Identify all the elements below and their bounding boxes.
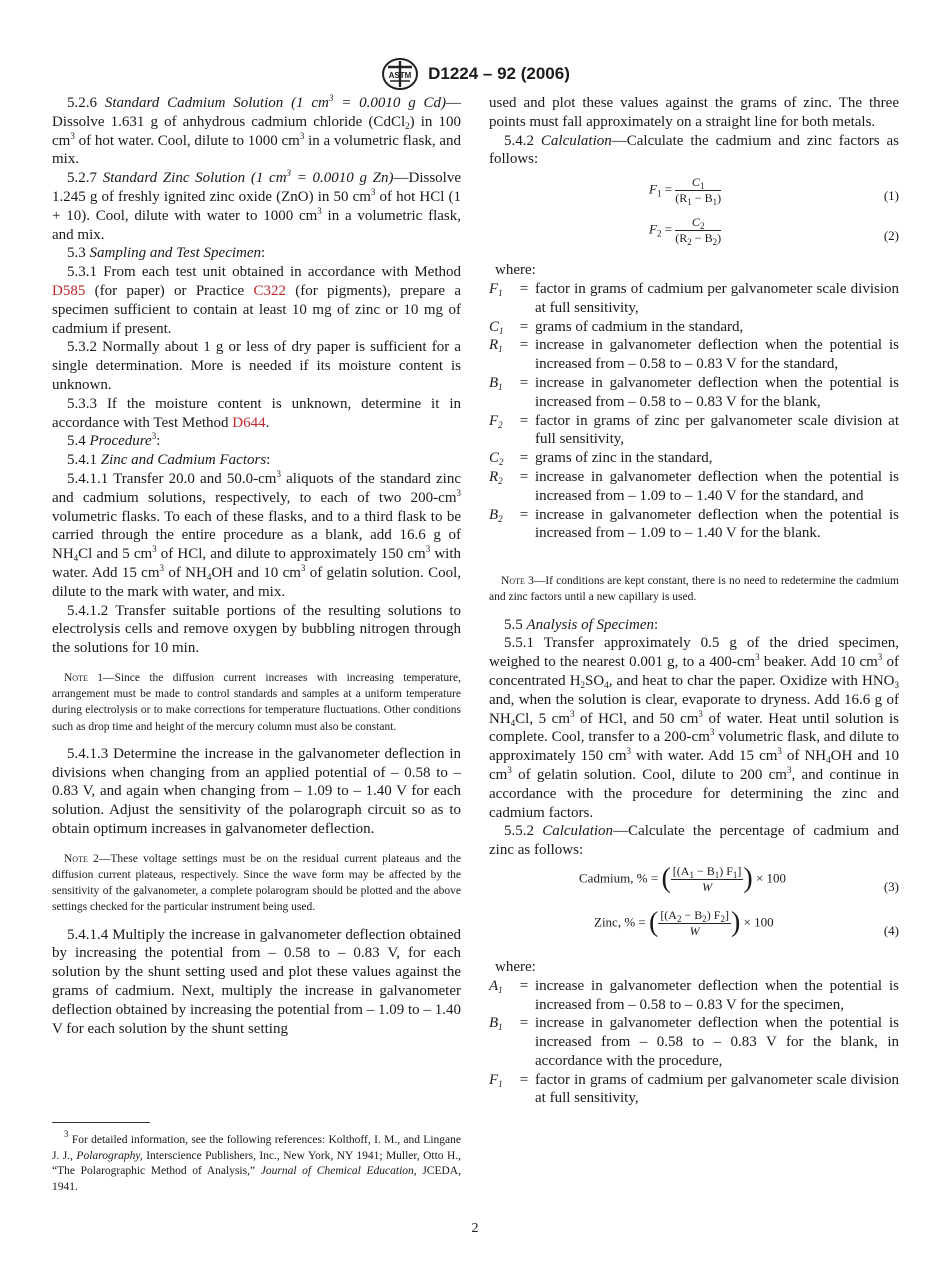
definition-text: factor in grams of zinc per galvanometer scale division at full sensitivity,	[535, 412, 899, 448]
equation-2: $F_2$ = $\frac{C_2}{(R_2 - B_2)}$ (2)	[649, 215, 899, 248]
note-1: Note 1—Since the diffusion current increases with increasing temperature, arrangement must be made to control standards and samples at a uniform temperature during electrolysis or to make corrections for temperature fluctuations. Other conditions such as drop time and height of the mercury column must also be constant.	[52, 671, 461, 733]
left-column	[52, 94, 461, 1038]
definition-equals: =	[519, 412, 529, 429]
definition-row	[489, 506, 899, 544]
definition-equals: =	[519, 977, 529, 994]
astm-logo	[380, 57, 420, 91]
definition-equals: =	[519, 1071, 529, 1088]
definition-symbol: $F_1$	[489, 280, 503, 298]
definition-symbol: $R_2$	[489, 468, 503, 486]
definition-symbol: $B_1$	[489, 374, 503, 392]
definition-equals: =	[519, 506, 529, 523]
section-5-3-3: 5.3.3 If the moisture content is unknown, determine it in accordance with Test Method D644.	[52, 395, 461, 431]
svg-text:ASTM: ASTM	[388, 71, 412, 80]
section-5-2-7: 5.2.7 Standard Zinc Solution (1 $cm^3 = 0.0010$ g Zn)—Dissolve 1.245 g of freshly ignited zinc oxide (ZnO) in 50 $cm^3$ of hot HCl (1 + 10). Cool, dilute with water to 1000 $cm^3$ in a volumetric flask, and mix.	[52, 168, 461, 243]
definition-symbol: $F_2$	[489, 412, 503, 430]
definition-row	[489, 468, 899, 506]
equation-1: $F_1$ = $\frac{C_1}{(R_1 - B_1)}$ (1)	[649, 175, 899, 208]
definition-equals: =	[519, 337, 529, 354]
equation-4: Zinc, % = ( $\frac{[(A_2 - B_2) F_2]}{W}$ ) × 100 (4)	[594, 907, 899, 938]
section-5-3-2: 5.3.2 Normally about 1 g or less of dry paper is sufficient for a single determination. More is needed if its moisture content is unknown.	[52, 339, 461, 393]
ref-c322-link[interactable]: C322	[253, 282, 286, 299]
definition-text: factor in grams of cadmium per galvanometer scale division at full sensitivity,	[535, 1071, 899, 1107]
definition-text: grams of zinc in the standard,	[535, 450, 713, 467]
note-3: Note 3—If conditions are kept constant, there is no need to redetermine the cadmium and zinc factors until a new capillary is used.	[489, 575, 899, 604]
where-label-1: where:	[495, 262, 536, 279]
section-5-4-1-2: 5.4.1.2 Transfer suitable portions of the resulting solutions to electrolysis cells and remove oxygen by bubbling nitrogen through the solutions for 10 min.	[52, 602, 461, 657]
definition-row	[489, 318, 899, 337]
definitions-list-1	[489, 280, 899, 543]
document-title: D1224 – 92 (2006)	[428, 64, 570, 83]
definition-row	[489, 336, 899, 374]
definition-equals: =	[519, 318, 529, 335]
definitions-list-2	[489, 977, 899, 1109]
section-5-3-1: 5.3.1 From each test unit obtained in accordance with Method D585 (for paper) or Practice C322 (for pigments), prepare a specimen sufficient to contain at least 10 mg of zinc or 10 mg of cadmium if present.	[52, 264, 461, 337]
ref-d585-link[interactable]: D585	[52, 282, 86, 299]
section-5-3: 5.3 Sampling and Test Specimen:	[67, 245, 266, 262]
definition-symbol: $C_2$	[489, 450, 504, 468]
definition-row	[489, 374, 899, 412]
definition-symbol: $R_1$	[489, 337, 503, 355]
definition-row	[489, 1071, 899, 1109]
definition-equals: =	[519, 468, 529, 485]
definition-text: increase in galvanometer deflection when the potential is increased from – 1.09 to – 1.40 V for the blank.	[535, 506, 899, 542]
page-number: 2	[471, 1221, 479, 1236]
definition-equals: =	[519, 1015, 529, 1032]
ref-d644-link[interactable]: D644	[232, 414, 266, 431]
definition-text: increase in galvanometer deflection when the potential is increased from – 1.09 to – 1.40 V for the standard, and	[535, 468, 899, 504]
definition-symbol: $A_1$	[489, 977, 503, 995]
note-2: Note 2—These voltage settings must be on the residual current plateaus and the diffusion current plateaus, respectively. Since the wave form may be affected by the sensitivity of the galvanometer, a complete polarogram should be plotted and the above settings checked for the particular instrument being used.	[52, 852, 461, 914]
definition-row	[489, 280, 899, 318]
section-5-2-6: 5.2.6 Standard Cadmium Solution (1 $cm^3 = 0.0010$ g Cd)—Dissolve 1.631 g of anhydrous cadmium chloride (CdCl$_2$) in 100 $cm^3$ of hot water. Cool, dilute to 1000 $cm^3$ in a volumetric flask, and mix.	[52, 93, 462, 168]
continued-paragraph: used and plot these values against the grams of zinc. The three points must fall approximately on a straight line for both metals.	[489, 95, 899, 130]
equation-3: Cadmium, % = ( $\frac{[(A_1 - B_1) F_1]}{W}$ ) × 100 (3)	[579, 863, 899, 894]
right-column	[489, 94, 899, 1108]
section-5-5: 5.5 Analysis of Specimen:	[504, 616, 659, 633]
footnote-3: $^3$ For detailed information, see the following references: Kolthoff, I. M., and Lingane J. J., Polarography, Interscience Publishers, Inc., New York, NY 1941; Muller, Otto H., “The Polarographic Method of Analysis,” Journal of Chemical Education, JCEDA, 1941.	[52, 1129, 461, 1193]
footnote-rule	[52, 1122, 150, 1123]
definition-text: increase in galvanometer deflection when the potential is increased from – 0.58 to – 0.83 V for the blank, in accordance with the procedure,	[535, 1015, 899, 1069]
section-5-5-2: 5.5.2 Calculation—Calculate the percentage of cadmium and zinc as follows:	[489, 823, 900, 859]
definition-equals: =	[519, 374, 529, 391]
definition-symbol: $C_1$	[489, 318, 504, 336]
definition-row	[489, 449, 899, 468]
definition-text: increase in galvanometer deflection when the potential is increased from – 0.58 to – 0.83 V for the blank,	[535, 374, 899, 410]
definition-equals: =	[519, 280, 529, 297]
definition-text: increase in galvanometer deflection when the potential is increased from – 0.58 to – 0.83 V for the standard,	[535, 337, 899, 373]
definition-symbol: $B_2$	[489, 506, 503, 524]
page-header	[0, 57, 950, 91]
section-5-4-1: 5.4.1 Zinc and Cadmium Factors:	[67, 452, 271, 469]
section-5-4-1-3: 5.4.1.3 Determine the increase in the galvanometer deflection in divisions when changing from an applied potential of – 0.58 to – 0.83 V, and again when changing from – 1.09 to – 1.40 V for each solution. Adjust the sensitivity of the polarograph circuit so as to obtain optimum increases in galvanometer deflection.	[52, 745, 461, 837]
where-label-2: where:	[495, 958, 536, 975]
definition-text: grams of cadmium in the standard,	[535, 318, 744, 335]
definition-row	[489, 1014, 899, 1070]
section-5-5-1: 5.5.1 Transfer approximately 0.5 g of the dried specimen, weighed to the nearest 0.001 g, to a $400-cm^3$ beaker. Add 10 $cm^3$ of concentrated $H_2SO_4$, and heat to char the paper. Oxidize with $HNO_3$ and, when the solution is clear, evaporate to dryness. Add 16.6 g of $NH_4Cl$, 5 $cm^3$ of HCl, and 50 $cm^3$ of water. Heat until solution is complete. Cool, transfer to a $200-cm^3$ volumetric flask, and dilute to approximately 150 $cm^3$ with water. Add 15 $cm^3$ of $NH_4OH$ and 10 $cm^3$ of gelatin solution. Cool, dilute to 200 $cm^3$, and continue in accordance with the procedure for determining the zinc and cadmium factors.	[489, 635, 900, 821]
section-5-4-1-1: 5.4.1.1 Transfer 20.0 and $50.0-cm^3$ aliquots of the standard zinc and cadmium solutions, respectively, to each of two $200-cm^3$ volumetric flasks. To each of these flasks, and to a third flask to be carried through the entire procedure as a blank, add 16.6 g of $NH_4Cl$ and 5 $cm^3$ of HCl, and dilute to approximately 150 $cm^3$ with water. Add 15 $cm^3$ of $NH_4OH$ and 10 $cm^3$ of gelatin solution. Cool, dilute to the mark with water, and mix.	[52, 468, 462, 600]
definition-text: factor in grams of cadmium per galvanometer scale division at full sensitivity,	[535, 280, 899, 316]
section-5-4-2: 5.4.2 Calculation—Calculate the cadmium and zinc factors as follows:	[489, 132, 899, 168]
definition-equals: =	[519, 450, 529, 467]
definition-row	[489, 977, 899, 1015]
section-5-4: 5.4 Procedure$^3$:	[67, 431, 161, 450]
definition-row	[489, 412, 899, 450]
section-5-4-1-4: 5.4.1.4 Multiply the increase in galvanometer deflection obtained by increasing the potential from – 0.58 to – 0.83 V, for each solution by the shunt setting used and plot these values against the grams of cadmium. Next, multiply the increase in galvanometer deflection obtained by increasing the potential from – 1.09 to – 1.40 V for each solution by the shunt setting	[52, 926, 461, 1037]
definition-symbol: $B_1$	[489, 1015, 503, 1033]
definition-symbol: $F_1$	[489, 1071, 503, 1089]
definition-text: increase in galvanometer deflection when the potential is increased from – 0.58 to – 0.83 V for the specimen,	[535, 977, 899, 1013]
